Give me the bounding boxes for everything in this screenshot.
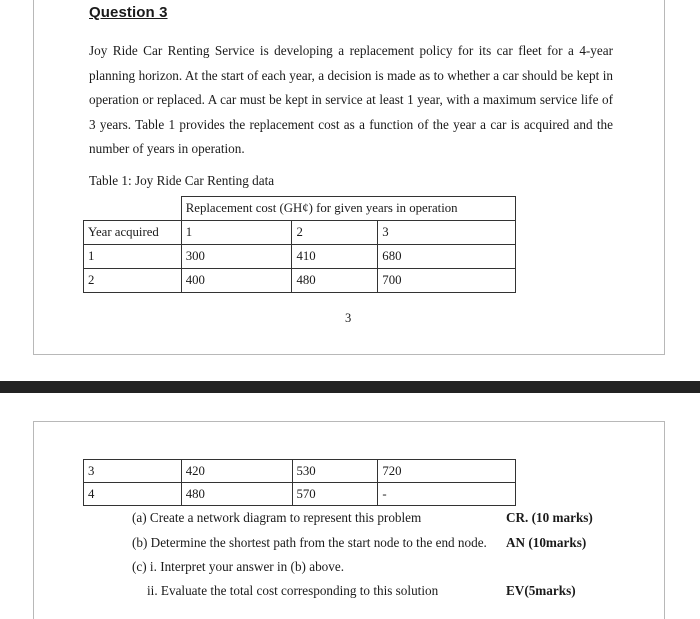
table-corner-cell: [84, 197, 182, 221]
table-cell: 720: [378, 460, 516, 483]
task-c2-marks: EV(5marks): [506, 583, 576, 598]
task-b-marks: AN (10marks): [506, 535, 587, 550]
page-number: 3: [345, 311, 352, 325]
table-cell-year: 4: [84, 483, 182, 506]
table-group-header: Replacement cost (GH¢) for given years in operation: [181, 197, 515, 221]
table-cell: 300: [181, 245, 292, 269]
table-cell-year: 2: [84, 269, 182, 293]
table-row: [84, 245, 516, 269]
table-cell: 700: [378, 269, 516, 293]
table-header-row: [84, 221, 516, 245]
table-column-header: 1: [181, 221, 292, 245]
task-c1-text: (c) i. Interpret your answer in (b) above.: [132, 559, 345, 574]
table-cell: 570: [292, 483, 378, 506]
table-header-row-group: [84, 197, 516, 221]
table-cell-year: 1: [84, 245, 182, 269]
table-cell: 480: [181, 483, 292, 506]
task-a-text: (a) Create a network diagram to represent this problem: [132, 510, 422, 525]
table-cell-year: 3: [84, 460, 182, 483]
replacement-cost-table-continued: [83, 459, 516, 506]
table-column-header: 3: [378, 221, 516, 245]
table-cell: 680: [378, 245, 516, 269]
table-row: [84, 269, 516, 293]
task-a-marks: CR. (10 marks): [506, 510, 593, 525]
table-cell: 530: [292, 460, 378, 483]
table-cell: -: [378, 483, 516, 506]
table-caption: Table 1: Joy Ride Car Renting data: [89, 173, 275, 188]
table-row-header: Year acquired: [84, 221, 182, 245]
task-b-text: (b) Determine the shortest path from the start node to the end node.: [132, 535, 487, 550]
table-cell: 480: [292, 269, 378, 293]
question-paragraph: Joy Ride Car Renting Service is developing a replacement policy for its car fleet for a 4-year planning horizon. At the start of each year, a decision is made as to whether a car should be kept in operation or replaced. A car must be kept in service at least 1 year, with a maximum service life of 3 years. Table 1 provides the replacement cost as a function of the year a car is acquired and the number of years in operation.: [89, 43, 613, 156]
table-cell: 410: [292, 245, 378, 269]
table-cell: 400: [181, 269, 292, 293]
table-cell: 420: [181, 460, 292, 483]
table-row: [84, 483, 516, 506]
task-c2-text: ii. Evaluate the total cost corresponding to this solution: [147, 583, 439, 598]
question-title: Question 3: [89, 4, 168, 21]
table-row: [84, 460, 516, 483]
page-separator: [0, 381, 700, 393]
table-column-header: 2: [292, 221, 378, 245]
replacement-cost-table: [83, 196, 516, 293]
